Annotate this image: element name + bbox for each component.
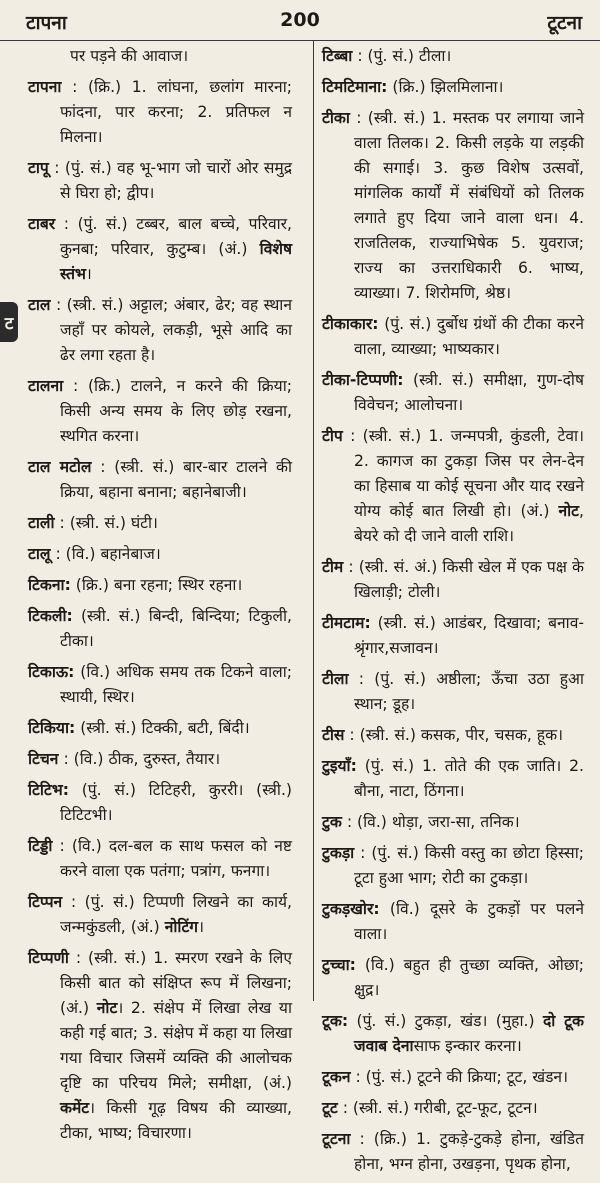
entry-definition: (पुं. सं.) टिटिहरी, कुररी। (स्त्री.) टिटिटभी। — [60, 781, 292, 824]
entry-definition: (स्त्री. सं.) आडंबर, दिखावा; बनाव-श्रृंगार,सजावन। — [354, 614, 584, 657]
dictionary-entry — [28, 778, 292, 828]
entry-definition: : (स्त्री. सं.) गरीबी, टूट-फूट, टूटन। — [342, 1099, 538, 1117]
entry-headword: टिकाऊ: — [28, 663, 75, 681]
entry-headword: टुकड़खोर: — [322, 900, 380, 918]
dictionary-entry — [322, 106, 584, 306]
entry-headword: टीका-टिप्पणी: — [322, 371, 404, 389]
dictionary-entry — [322, 810, 584, 835]
entry-definition: : (पुं. सं.) अष्ठीला; ऊँचा उठा हुआ स्थान; डूह। — [354, 670, 584, 713]
dictionary-entry — [28, 946, 292, 1146]
entry-definition: : (पुं. सं.) किसी वस्तु का छोटा हिस्सा; टूटा हुआ भाग; रोटी का टुकड़ा। — [354, 844, 584, 887]
entry-headword: टीस — [322, 726, 345, 744]
dictionary-entry — [28, 716, 292, 741]
entry-definition: : (स्त्री. सं. अं.) किसी खेल में एक पक्ष के खिलाड़ी; टोली। — [348, 558, 584, 601]
entry-definition: : (क्रि.) 1. टुकड़े-टुकड़े होना, खंडित होना, भग्न होना, उखड़ना, पृथक होना, — [354, 1130, 584, 1173]
entry-definition-cont: । — [85, 265, 92, 283]
entry-definition: (क्रि.) बना रहना; स्थिर रहना। — [75, 576, 243, 594]
entry-emphasis: कमेंट — [60, 1099, 90, 1117]
entry-emphasis: विशेष स्तंभ — [60, 240, 292, 283]
dictionary-entry — [28, 293, 292, 368]
column-divider — [313, 40, 314, 1001]
page-header — [0, 0, 600, 41]
entry-definition: : (क्रि.) टालने, न करने की क्रिया; किसी अन्य समय के लिए छोड़ रखना, स्थगित करना। — [60, 377, 292, 445]
entry-headword: टीमटाम: — [322, 614, 371, 632]
entry-definition: : (वि.) बहानेबाज। — [55, 545, 161, 563]
entry-definition: (स्त्री. सं.) बिन्दी, बिन्दिया; टिकुली, टीका। — [60, 607, 292, 650]
entry-headword: टिप्पणी — [28, 949, 69, 967]
entry-headword: टीकाकार: — [322, 315, 379, 333]
dictionary-entry — [28, 747, 292, 772]
header-last-word: टूटना — [547, 12, 582, 34]
entry-definition: : (वि.) थोड़ा, जरा-सा, तनिक। — [346, 813, 520, 831]
dictionary-entry — [322, 555, 584, 605]
dictionary-entry — [322, 75, 584, 100]
dictionary-entry — [322, 611, 584, 661]
entry-headword: टीला — [322, 670, 349, 688]
dictionary-entry — [28, 604, 292, 654]
entry-headword: टापू — [28, 159, 49, 177]
dictionary-entry — [28, 834, 292, 884]
dictionary-entry — [322, 312, 584, 362]
entry-definition: : (पुं. सं.) वह भू-भाग जो चारों ओर समुद्र से घिरा हो; द्वीप। — [54, 159, 292, 202]
entry-emphasis: दो टूक जवाब देना — [354, 1012, 584, 1055]
entry-headword: टिटिभ: — [28, 781, 69, 799]
entry-definition-cont: , बेयरे को दी जाने वाली राशि। — [354, 502, 584, 545]
entry-definition: (स्त्री. सं.) समीक्षा, गुण-दोष विवेचन; आलोचना। — [354, 371, 584, 414]
dictionary-entry — [28, 455, 292, 505]
letter-thumb-tab: ट — [0, 302, 18, 342]
entry-definition: : (क्रि.) 1. लांघना, छलांग मारना; फांदना, पार करना; 2. प्रतिफल न मिलना। — [60, 78, 292, 146]
header-first-word: टापना — [26, 12, 67, 34]
entry-definition-cont: । 2. संक्षेप में लिखा लेख या कही गई बात; 3. संक्षेप में कहा या लिखा गया विचार जिसमें व्यक्ति की आलोचक दृष्टि का परिचय मिले; समीक्षा, (अं.) — [60, 999, 292, 1092]
entry-definition-cont: साफ इन्कार करना। — [413, 1037, 522, 1055]
entry-definition: : (स्त्री. सं.) अट्टाल; अंबार, ढेर; वह स्थान जहाँ पर कोयले, लकड़ी, भूसे आदि का ढेर लगा रहता है। — [55, 296, 292, 364]
dictionary-entry — [28, 156, 292, 206]
entry-emphasis: नोट — [558, 502, 580, 520]
dictionary-entry — [322, 424, 584, 549]
dictionary-entry — [28, 573, 292, 598]
dictionary-entry — [28, 660, 292, 710]
entry-headword: टिप्पन — [28, 893, 63, 911]
dictionary-entry — [322, 841, 584, 891]
entry-headword: टुकड़ा — [322, 844, 355, 862]
entry-headword: टाल मटोल — [28, 458, 92, 476]
entry-definition: (वि.) बहुत ही तुच्छा व्यक्ति, ओछा; क्षुद्र। — [354, 956, 584, 999]
entry-definition: (पुं. सं.) दुर्बोध ग्रंथों की टीका करने वाला, व्याख्या; भाष्यकार। — [354, 315, 584, 358]
dictionary-entry — [322, 1096, 584, 1121]
entry-headword: टिकली: — [28, 607, 73, 625]
entry-headword: टिब्बा — [322, 47, 353, 65]
left-column — [28, 44, 292, 1152]
entry-headword: टीका — [322, 109, 350, 127]
entry-headword: टुच्चा: — [322, 956, 356, 974]
entry-definition-cont: । — [198, 918, 205, 936]
entry-definition: : (स्त्री. सं.) 1. जन्मपत्री, कुंडली, टेवा। 2. कागज का टुकड़ा जिस पर लेन-देन का हिसाब या कोई सूचना और याद रखने योग्य कोई बात लिखी हो। (अं.) — [350, 427, 584, 520]
dictionary-entry — [322, 1127, 584, 1177]
dictionary-entry — [28, 212, 292, 287]
entry-headword: टुइयाँ: — [322, 757, 357, 775]
dictionary-entry — [28, 75, 292, 150]
entry-definition: : (स्त्री. सं.) कसक, पीर, चसक, हूक। — [349, 726, 563, 744]
entry-headword: टीम — [322, 558, 344, 576]
dictionary-entry — [28, 542, 292, 567]
entry-headword: टापना — [28, 78, 62, 96]
entry-headword: टालू — [28, 545, 51, 563]
entry-definition: (स्त्री. सं.) टिक्की, बटी, बिंदी। — [80, 719, 250, 737]
entry-definition: : (स्त्री. सं.) घंटी। — [59, 514, 158, 532]
entry-definition: : (स्त्री. सं.) 1. स्मरण रखने के लिए किसी बात को संक्षिप्त रूप में लिखना; (अं.) — [60, 949, 292, 1017]
entry-headword: टिकिया: — [28, 719, 76, 737]
entry-definition: : (वि.) ठीक, दुरुस्त, तैयार। — [63, 750, 221, 768]
right-column — [322, 44, 584, 1183]
entry-emphasis: नोटिंग — [164, 918, 199, 936]
entry-definition: : (पुं. सं.) टिप्पणी लिखने का कार्य, जन्मकुंडली, (अं.) — [60, 893, 292, 936]
entry-definition: (क्रि.) झिलमिलाना। — [392, 78, 504, 96]
entry-definition: पर पड़ने की आवाज। — [70, 47, 189, 65]
entry-headword: टीप — [322, 427, 343, 445]
entry-headword: टालना — [28, 377, 64, 395]
entry-headword: टाबर — [28, 215, 56, 233]
entry-headword: टिड्डी — [28, 837, 53, 855]
dictionary-entry — [322, 723, 584, 748]
entry-headword: टिमटिमाना: — [322, 78, 388, 96]
entry-definition: : (स्त्री. सं.) बार-बार टालने की क्रिया, बहाना बनाना; बहानेबाजी। — [60, 458, 292, 501]
dictionary-entry — [28, 374, 292, 449]
entry-headword: टुक — [322, 813, 342, 831]
entry-definition: (वि.) अधिक समय तक टिकने वाला; स्थायी, स्थिर। — [60, 663, 292, 706]
page-number: 200 — [280, 9, 320, 31]
dictionary-entry — [322, 1065, 584, 1090]
dictionary-entry — [28, 44, 292, 69]
dictionary-entry — [28, 511, 292, 536]
dictionary-entry — [322, 1009, 584, 1059]
entry-definition: : (वि.) दल-बल क साथ फसल को नष्ट करने वाला एक पतंगा; पत्रांग, फनगा। — [59, 837, 292, 880]
dictionary-entry — [322, 897, 584, 947]
dictionary-entry — [322, 368, 584, 418]
dictionary-entry — [322, 754, 584, 804]
entry-definition: (पुं. सं.) टुकड़ा, खंड। (मुहा.) — [356, 1012, 535, 1030]
entry-definition-cont: । किसी गूढ़ विषय की व्याख्या, टीका, भाष्य; विचारणा। — [60, 1099, 292, 1142]
entry-headword: टाल — [28, 296, 51, 314]
entry-headword: टिकना: — [28, 576, 71, 594]
entry-headword: टूकन — [322, 1068, 351, 1086]
entry-emphasis: नोट — [96, 999, 118, 1017]
entry-definition: : (स्त्री. सं.) 1. मस्तक पर लगाया जाने वाला तिलक। 2. किसी लड़के या लड़की की सगाई। 3. कुछ विशेष उत्सवों, मांगलिक कार्यों में संबंधियों को तिलक लगाते हुए दिया जाने वाला धन। 4. राजतिलक, राज्याभिषेक 5. युवराज; राज्य का उत्तराधिकारी 6. भाष्य, व्याख्या। 7. शिरोमणि, श्रेष्ठ। — [354, 109, 584, 302]
entry-definition: : (पुं. सं.) टब्बर, बाल बच्चे, परिवार, कुनबा; परिवार, कुटुम्ब। (अं.) — [60, 215, 292, 258]
entry-headword: टूटना — [322, 1130, 351, 1148]
dictionary-entry — [322, 44, 584, 69]
entry-headword: टिचन — [28, 750, 59, 768]
entry-definition: (पुं. सं.) 1. तोते की एक जाति। 2. बौना, नाटा, ठिंगना। — [354, 757, 584, 800]
entry-definition: : (पुं. सं.) टूटने की क्रिया; टूट, खंडन। — [355, 1068, 568, 1086]
entry-headword: टूट — [322, 1099, 338, 1117]
entry-definition: : (पुं. सं.) टीला। — [357, 47, 452, 65]
entry-headword: टाली — [28, 514, 55, 532]
dictionary-entry — [322, 953, 584, 1003]
entry-definition: (वि.) दूसरे के टुकड़ों पर पलने वाला। — [354, 900, 584, 943]
dictionary-entry — [322, 667, 584, 717]
dictionary-entry — [28, 890, 292, 940]
entry-headword: टूक: — [322, 1012, 349, 1030]
